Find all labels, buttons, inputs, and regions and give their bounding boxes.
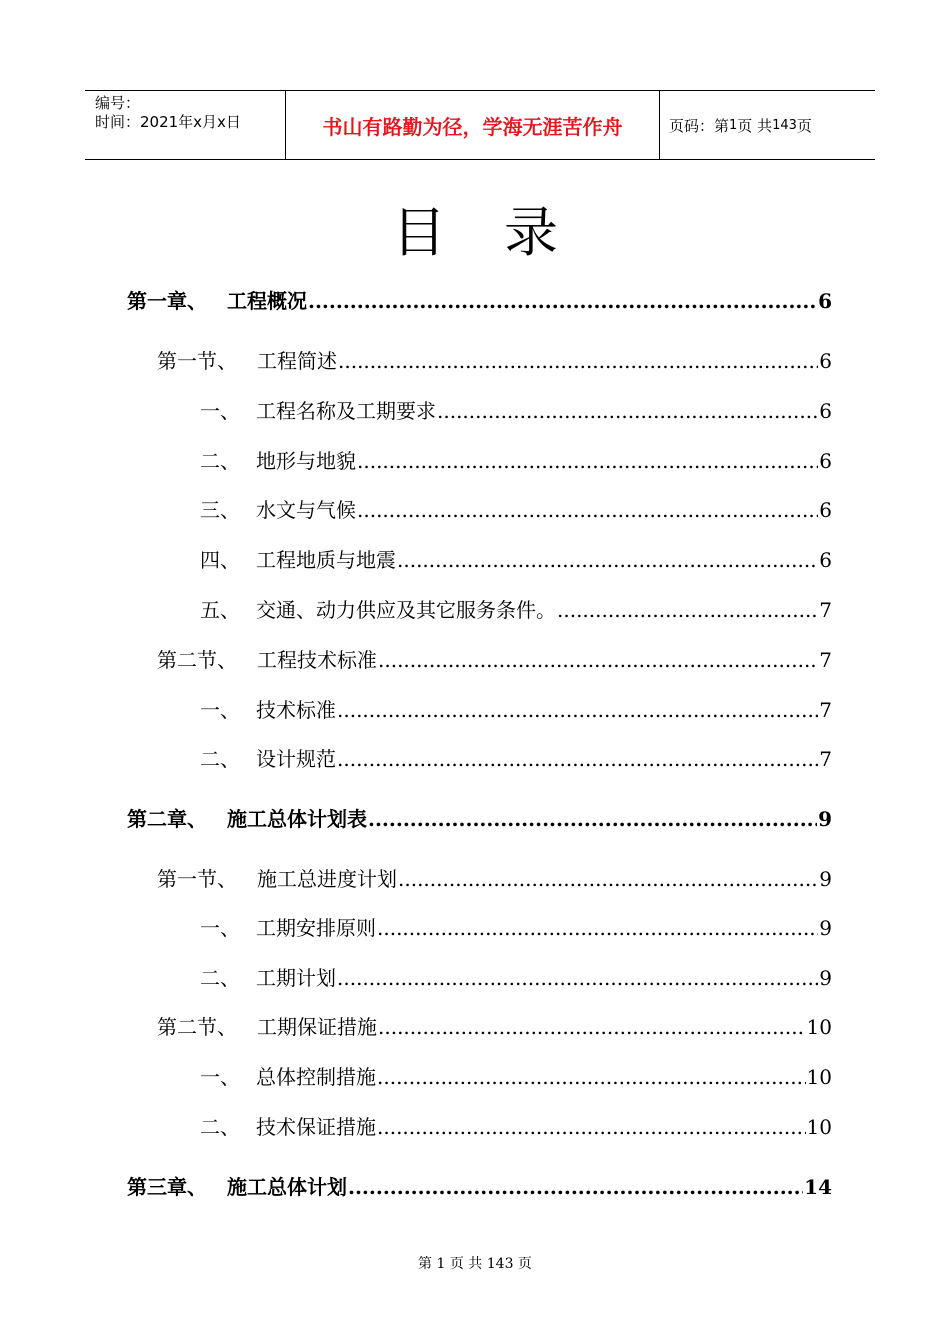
toc-entry-title: 设计规范 bbox=[256, 747, 336, 771]
toc-entry-item[interactable] bbox=[200, 398, 832, 424]
header-table bbox=[85, 90, 875, 160]
toc-page-number: 7 bbox=[819, 747, 832, 771]
toc-entry-title: 工期保证措施 bbox=[257, 1015, 377, 1039]
toc-dot-leader bbox=[437, 398, 818, 424]
page-footer: 第 1 页 共 143 页 bbox=[418, 1256, 532, 1272]
toc-dot-leader bbox=[378, 647, 818, 673]
toc-number-label: 二、 bbox=[200, 449, 240, 473]
toc-dot-leader bbox=[378, 1014, 806, 1040]
toc-dot-leader bbox=[377, 1114, 806, 1140]
time-label: 时间：2021年x月x日 bbox=[95, 113, 241, 131]
toc-entry-title: 工程地质与地震 bbox=[256, 548, 396, 572]
toc-entry-title: 工程名称及工期要求 bbox=[256, 399, 436, 423]
toc-number-label: 第一章、 bbox=[127, 289, 207, 313]
toc-page-number: 6 bbox=[818, 289, 832, 313]
page-suffix: 页 bbox=[796, 116, 812, 135]
toc-dot-leader bbox=[308, 288, 817, 314]
toc-dot-leader bbox=[337, 746, 818, 772]
toc-entry-item[interactable] bbox=[200, 497, 832, 523]
toc-number-label: 一、 bbox=[200, 1065, 240, 1089]
page-total: 143 bbox=[772, 117, 797, 133]
toc-number-label: 二、 bbox=[200, 747, 240, 771]
toc-page-number: 6 bbox=[819, 548, 832, 572]
toc-page-number: 9 bbox=[819, 966, 832, 990]
toc-number-label: 一、 bbox=[200, 916, 240, 940]
toc-entry-title: 水文与气候 bbox=[256, 498, 356, 522]
toc-number-label: 一、 bbox=[200, 698, 240, 722]
toc-number-label: 第二章、 bbox=[127, 807, 207, 831]
toc-entry-item[interactable] bbox=[200, 746, 832, 772]
toc-entry-item[interactable] bbox=[200, 1114, 832, 1140]
toc-number-label: 第一节、 bbox=[157, 867, 237, 891]
toc-page-number: 10 bbox=[806, 1015, 832, 1039]
toc-page-number: 7 bbox=[819, 698, 832, 722]
toc-entry-title: 工期计划 bbox=[256, 966, 336, 990]
toc-entry-title: 技术标准 bbox=[256, 698, 336, 722]
header-info-cell bbox=[85, 91, 286, 159]
toc-number-label: 第二节、 bbox=[157, 1015, 237, 1039]
toc-number-label: 一、 bbox=[200, 399, 240, 423]
toc-entry-title: 施工总进度计划 bbox=[257, 867, 397, 891]
toc-entry-item[interactable] bbox=[200, 547, 832, 573]
toc-entry-title: 工期安排原则 bbox=[256, 916, 376, 940]
toc-number-label: 第三章、 bbox=[127, 1175, 207, 1199]
toc-entry-section[interactable] bbox=[157, 866, 832, 892]
toc-page-number: 6 bbox=[819, 449, 832, 473]
toc-dot-leader bbox=[557, 597, 818, 623]
toc-number-label: 五、 bbox=[200, 598, 240, 622]
toc-dot-leader bbox=[397, 547, 818, 573]
toc-dot-leader bbox=[398, 866, 818, 892]
serial-label: 编号： bbox=[95, 94, 141, 112]
toc-page-number: 9 bbox=[819, 916, 832, 940]
toc-page-number: 6 bbox=[819, 399, 832, 423]
toc-page-number: 6 bbox=[819, 349, 832, 373]
toc-dot-leader bbox=[348, 1174, 803, 1200]
toc-entry-chapter[interactable] bbox=[127, 1174, 832, 1200]
toc-entry-section[interactable] bbox=[157, 348, 832, 374]
toc-dot-leader bbox=[368, 806, 817, 832]
document-title: 目录 bbox=[392, 201, 616, 264]
toc-entry-title: 技术保证措施 bbox=[256, 1115, 376, 1139]
toc-number-label: 第二节、 bbox=[157, 648, 237, 672]
toc-number-label: 第一节、 bbox=[157, 349, 237, 373]
toc-dot-leader bbox=[338, 348, 818, 374]
toc-entry-title: 地形与地貌 bbox=[256, 449, 356, 473]
toc-page-number: 9 bbox=[819, 867, 832, 891]
toc-entry-title: 交通、动力供应及其它服务条件。 bbox=[256, 598, 556, 622]
toc-entry-chapter[interactable] bbox=[127, 288, 832, 314]
toc-number-label: 四、 bbox=[200, 548, 240, 572]
toc-entry-section[interactable] bbox=[157, 1014, 832, 1040]
toc-entry-item[interactable] bbox=[200, 965, 832, 991]
toc-entry-item[interactable] bbox=[200, 597, 832, 623]
toc-entry-chapter[interactable] bbox=[127, 806, 832, 832]
toc-page-number: 14 bbox=[804, 1175, 832, 1199]
toc-entry-item[interactable] bbox=[200, 697, 832, 723]
toc-dot-leader bbox=[357, 497, 818, 523]
toc-page-number: 9 bbox=[818, 807, 832, 831]
page-mid-label: 页 共 bbox=[737, 116, 773, 135]
toc-dot-leader bbox=[337, 697, 818, 723]
toc-page-number: 6 bbox=[819, 498, 832, 522]
toc-entry-item[interactable] bbox=[200, 1064, 832, 1090]
toc-entry-section[interactable] bbox=[157, 647, 832, 673]
toc-dot-leader bbox=[357, 448, 818, 474]
toc-number-label: 二、 bbox=[200, 1115, 240, 1139]
page-number: 1 bbox=[729, 117, 738, 133]
toc-number-label: 三、 bbox=[200, 498, 240, 522]
toc-page-number: 7 bbox=[819, 648, 832, 672]
toc-page-number: 10 bbox=[806, 1065, 832, 1089]
toc-entry-title: 工程概况 bbox=[227, 289, 307, 313]
motto-text: 书山有路勤为径，学海无涯苦作舟 bbox=[322, 114, 623, 139]
toc-entry-title: 施工总体计划表 bbox=[227, 807, 367, 831]
toc-number-label: 二、 bbox=[200, 966, 240, 990]
toc-dot-leader bbox=[377, 915, 818, 941]
toc-entry-title: 工程简述 bbox=[257, 349, 337, 373]
toc-entry-title: 总体控制措施 bbox=[256, 1065, 376, 1089]
toc-page-number: 10 bbox=[806, 1115, 832, 1139]
toc-entry-title: 施工总体计划 bbox=[227, 1175, 347, 1199]
toc-entry-item[interactable] bbox=[200, 448, 832, 474]
toc-entry-item[interactable] bbox=[200, 915, 832, 941]
toc-entry-title: 工程技术标准 bbox=[257, 648, 377, 672]
header-page-cell bbox=[660, 91, 875, 159]
toc-dot-leader bbox=[337, 965, 818, 991]
toc-dot-leader bbox=[377, 1064, 806, 1090]
toc-page-number: 7 bbox=[819, 598, 832, 622]
page-label: 页码：第 bbox=[669, 116, 730, 135]
header-motto-cell bbox=[286, 91, 660, 159]
